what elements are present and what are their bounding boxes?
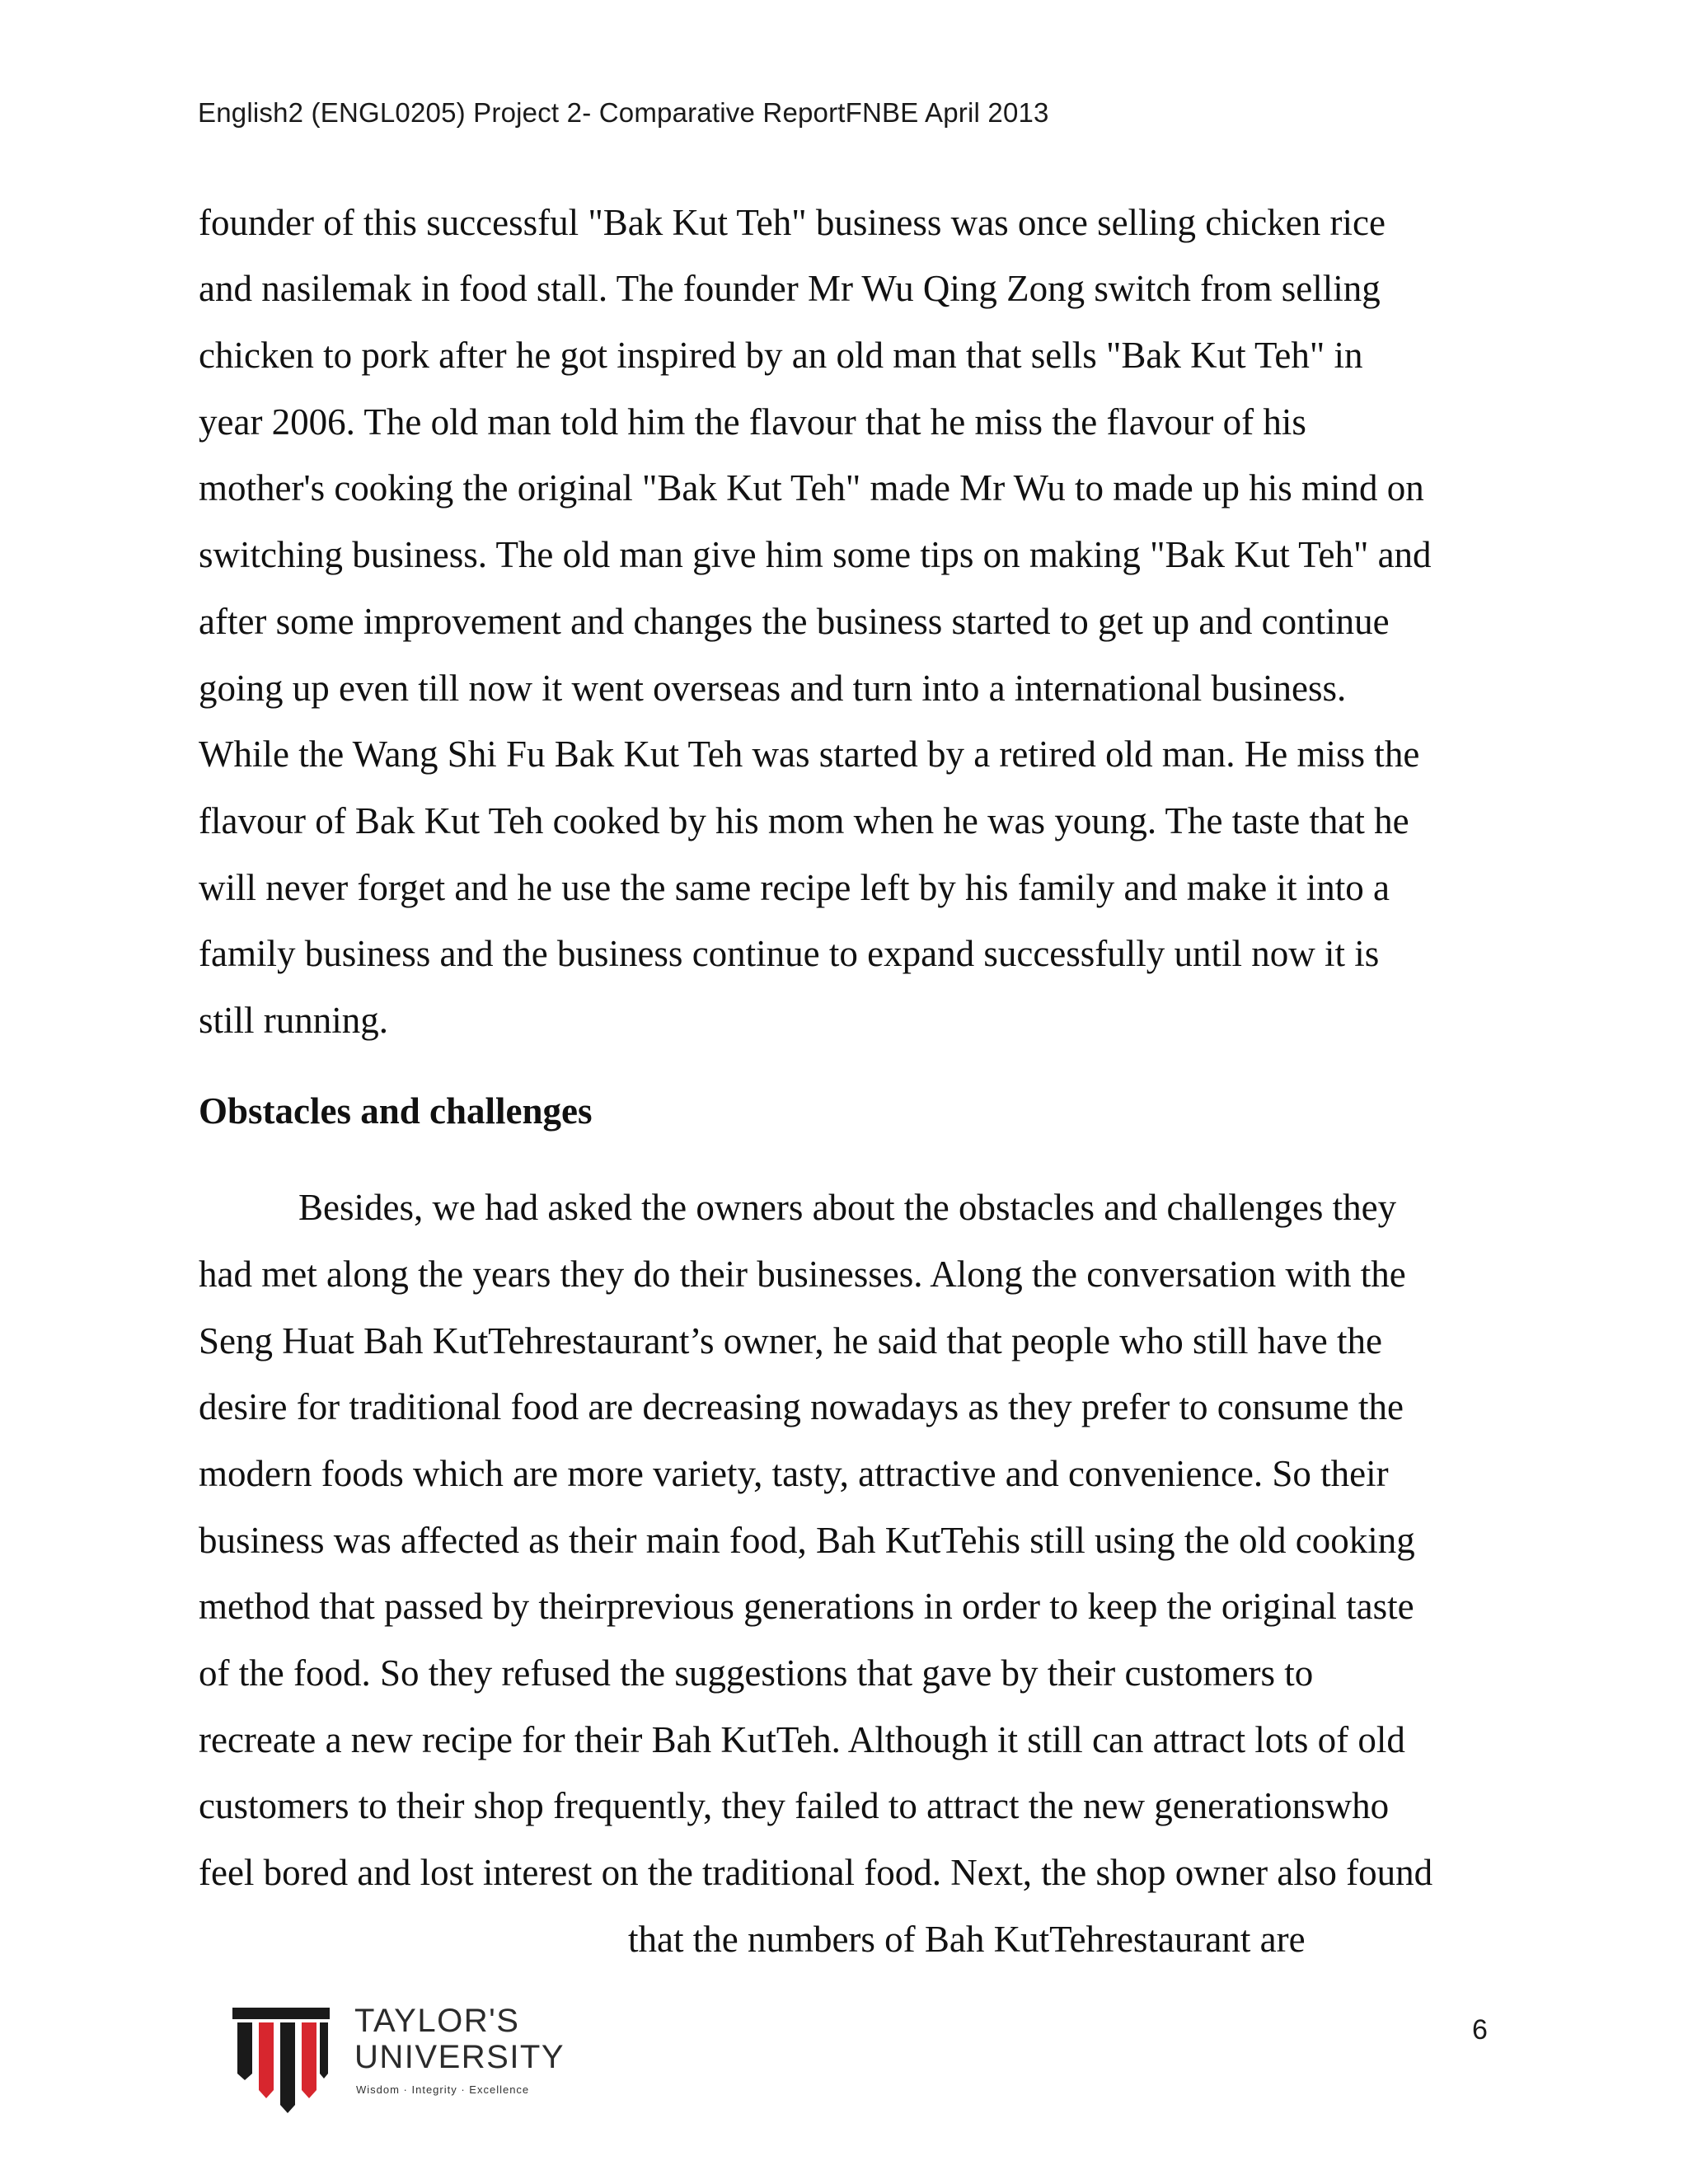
paragraph-line: feel bored and lost interest on the traditional food. Next, the shop owner also found: [199, 1852, 1433, 1893]
logo-mark-icon: [231, 1998, 338, 2113]
section-heading: Obstacles and challenges: [199, 1090, 593, 1132]
paragraph-line: mother's cooking the original "Bak Kut Teh" made Mr Wu to made up his mind on: [199, 467, 1424, 509]
paragraph-line: business was affected as their main food, Bah KutTehis still using the old cooking: [199, 1520, 1415, 1561]
paragraph-line: had met along the years they do their businesses. Along the conversation with the: [199, 1254, 1406, 1295]
paragraph-line: and nasilemak in food stall. The founder Mr Wu Qing Zong switch from selling: [199, 268, 1381, 309]
logo-tagline: Wisdom · Integrity · Excellence: [356, 2083, 530, 2096]
paragraph-line: founder of this successful "Bak Kut Teh" business was once selling chicken rice: [199, 202, 1386, 243]
paragraph-line: recreate a new recipe for their Bah KutTeh. Although it still can attract lots of old: [199, 1719, 1405, 1760]
paragraph-line: switching business. The old man give him some tips on making "Bak Kut Teh" and: [199, 534, 1432, 575]
paragraph-line: method that passed by theirprevious generations in order to keep the original taste: [199, 1586, 1414, 1627]
paragraph-line: Besides, we had asked the owners about the obstacles and challenges they: [298, 1187, 1397, 1228]
paragraph-line: of the food. So they refused the suggestions that gave by their customers to: [199, 1652, 1314, 1694]
paragraph-line: going up even till now it went overseas and turn into a international business.: [199, 668, 1347, 709]
running-header: English2 (ENGL0205) Project 2- Comparative ReportFNBE April 2013: [198, 97, 1049, 128]
paragraph-line: modern foods which are more variety, tasty, attractive and convenience. So their: [199, 1453, 1389, 1494]
paragraph-line: chicken to pork after he got inspired by an old man that sells "Bak Kut Teh" in: [199, 335, 1363, 376]
paragraph-line: will never forget and he use the same recipe left by his family and make it into a: [199, 867, 1390, 908]
paragraph-line: Seng Huat Bah KutTehrestaurant’s owner, he said that people who still have the: [199, 1320, 1382, 1361]
paragraph-line: family business and the business continue to expand successfully until now it is: [199, 933, 1380, 974]
paragraph-line: flavour of Bak Kut Teh cooked by his mom when he was young. The taste that he: [199, 800, 1409, 841]
paragraph-line: desire for traditional food are decreasing nowadays as they prefer to consume the: [199, 1386, 1404, 1427]
logo-text-line1: TAYLOR'S: [354, 2003, 520, 2039]
paragraph-line: that the numbers of Bah KutTehrestaurant are: [628, 1919, 1306, 1960]
paragraph-line: customers to their shop frequently, they failed to attract the new generationswho: [199, 1785, 1390, 1826]
paragraph-line: year 2006. The old man told him the flavour that he miss the flavour of his: [199, 401, 1306, 443]
university-logo: [231, 1998, 593, 2113]
paragraph-line: While the Wang Shi Fu Bak Kut Teh was started by a retired old man. He miss the: [199, 733, 1420, 775]
page-number: 6: [1472, 2014, 1488, 2046]
paragraph-line: still running.: [199, 1000, 389, 1041]
logo-text-line2: UNIVERSITY: [354, 2039, 565, 2075]
paragraph-line: after some improvement and changes the business started to get up and continue: [199, 601, 1390, 642]
